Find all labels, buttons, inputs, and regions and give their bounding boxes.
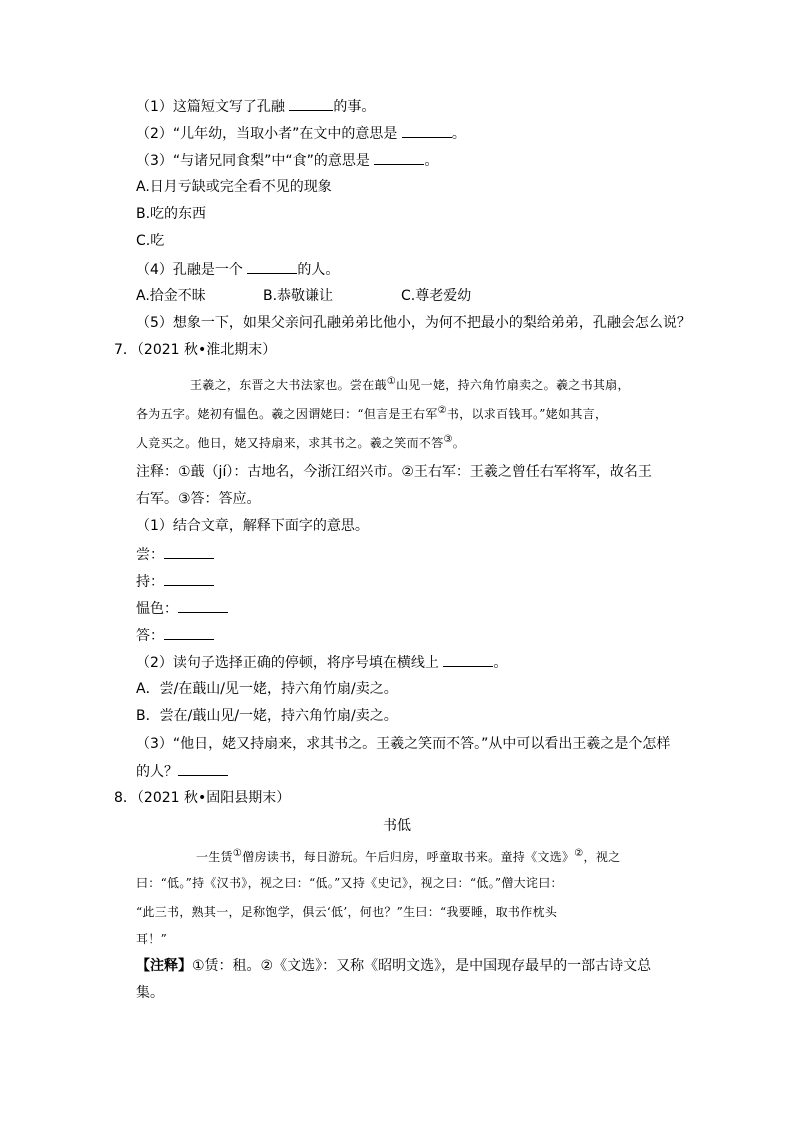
footnote-marker: ② <box>574 848 584 859</box>
q7-sub2-text-end: 。 <box>493 655 508 671</box>
q7-word-label: 答： <box>136 628 164 644</box>
answer-blank[interactable] <box>289 96 333 111</box>
q7-passage-line1 <box>190 372 630 395</box>
q7-word-chang <box>136 544 214 565</box>
q7-word-label: 尝： <box>136 547 164 563</box>
q6-sub4 <box>136 259 339 280</box>
q6-sub4-text-end: 的人。 <box>297 262 340 278</box>
q6-sub1-text: （1）这篇短文写了孔融 <box>136 99 290 115</box>
q6-sub4-text: （4）孔融是一个 <box>136 262 248 278</box>
q7-passage-text: 各为五字。姥初有愠色。羲之因谓姥曰：“但言是王右军 <box>136 407 438 421</box>
q8-note-text: ①赁：租。②《文选》：又称《昭明文选》，是中国现存最早的一部古诗文总 <box>192 958 652 974</box>
q8-passage-title: 书低 <box>383 818 411 834</box>
answer-blank[interactable] <box>402 123 452 138</box>
q6-sub5: （5）想象一下，如果父亲问孔融弟弟比他小，为何不把最小的梨给弟弟，孔融会怎么说？ <box>136 315 691 331</box>
q7-word-da <box>136 625 214 646</box>
q8-passage-line2: 曰：“低。”持《汉书》，视之曰：“低。”又持《史记》，视之曰：“低。”僧大诧曰： <box>136 876 563 890</box>
q7-passage-line3 <box>136 430 465 453</box>
q7-word-label: 持： <box>136 574 164 590</box>
q7-word-yunse <box>136 598 228 619</box>
answer-blank[interactable] <box>178 598 228 613</box>
q6-sub3-option-b: B.吃的东西 <box>136 206 207 222</box>
answer-blank[interactable] <box>247 259 297 274</box>
answer-blank[interactable] <box>178 761 228 776</box>
answer-blank[interactable] <box>164 544 214 559</box>
q7-sub2-text: （2）读句子选择正确的停顿，将序号填在横线上 <box>136 655 444 671</box>
q7-passage-text: 人竞买之。他日，姥又持扇来，求其书之。羲之笑而不答 <box>136 436 444 450</box>
q7-word-chi <box>136 571 214 592</box>
answer-blank[interactable] <box>164 571 214 586</box>
answer-blank[interactable] <box>374 150 424 165</box>
q7-passage-text: 。 <box>452 436 466 450</box>
q7-sub2 <box>136 652 507 673</box>
q6-sub4-option-a: A.拾金不昧 <box>136 288 206 304</box>
q7-passage-text: 山见一姥，持六角竹扇卖之。羲之书其扇， <box>396 378 630 392</box>
q8-note-line2: 集。 <box>136 985 164 1001</box>
q8-passage-text: 一生赁 <box>196 850 233 864</box>
q7-sub3-text: 的人？ <box>136 764 178 780</box>
q7-sub1: （1）结合文章，解释下面字的意思。 <box>136 518 369 534</box>
answer-blank[interactable] <box>164 625 214 640</box>
answer-blank[interactable] <box>443 652 493 667</box>
footnote-marker: ② <box>437 405 447 416</box>
q7-word-label: 愠色： <box>136 601 178 617</box>
q6-sub4-option-c: C.尊老爱幼 <box>401 288 472 304</box>
q8-passage-line1 <box>196 844 620 867</box>
q8-passage-text: ，视之 <box>583 850 621 864</box>
q6-sub3-option-c: C.吃 <box>136 233 165 249</box>
q6-sub1 <box>136 96 375 117</box>
footnote-marker: ① <box>232 848 243 859</box>
q6-sub3 <box>136 150 438 171</box>
footnote-marker: ③ <box>443 434 453 445</box>
q6-sub2-text: （2）“儿年幼，当取小者”在文中的意思是 <box>136 126 402 142</box>
q6-sub3-option-a: A.日月亏缺或完全看不见的现象 <box>136 179 332 195</box>
q8-passage-line3: “此三书，熟其一，足称饱学，俱云‘低’，何也？”生曰：“我要睡，取书作枕头 <box>136 905 558 919</box>
q6-sub3-text-end: 。 <box>424 153 439 169</box>
footnote-marker: ① <box>386 376 397 387</box>
q7-passage-text: 王羲之，东晋之大书法家也。尝在蕺 <box>190 378 387 392</box>
q7-passage-text: 书，以求百钱耳。”姥如其言， <box>446 407 608 421</box>
q8-note-label: 【注释】 <box>136 958 192 974</box>
q8-passage-line4: 耳！” <box>136 932 168 946</box>
q7-passage-line2 <box>136 401 607 424</box>
q7-note-line1: 注释：①蕺（jí）：古地名，今浙江绍兴市。②王右军：王羲之曾任右军将军，故名王 <box>136 464 652 480</box>
q7-sub2-option-a: A．尝/在蕺山/见一姥，持六角竹扇/卖之。 <box>136 681 398 697</box>
q6-sub2-text-end: 。 <box>451 126 466 142</box>
q7-sub3-line2 <box>136 761 228 782</box>
q6-sub3-text: （3）“与诸兄同食梨”中“食”的意思是 <box>136 153 375 169</box>
q8-passage-text: 僧房读书，每日游玩。午后归房，呼童取书来。童持《文选》 <box>242 850 575 864</box>
q7-header: 7．（2021 秋•淮北期末） <box>114 342 277 358</box>
q6-sub2 <box>136 123 466 144</box>
q7-sub3-line1: （3）“他日，姥又持扇来，求其书之。王羲之笑而不答。”从中可以看出王羲之是个怎样 <box>136 736 671 752</box>
q7-note-line2: 右军。③答：答应。 <box>136 491 261 507</box>
q6-sub4-option-b: B.恭敬谦让 <box>263 288 334 304</box>
q8-header: 8．（2021 秋•固阳县期末） <box>114 790 291 806</box>
q8-note-line1 <box>136 956 651 976</box>
q7-sub2-option-b: B．尝在/蕺山见/一姥，持六角竹扇/卖之。 <box>136 708 398 724</box>
q6-sub1-text-end: 的事。 <box>333 99 376 115</box>
